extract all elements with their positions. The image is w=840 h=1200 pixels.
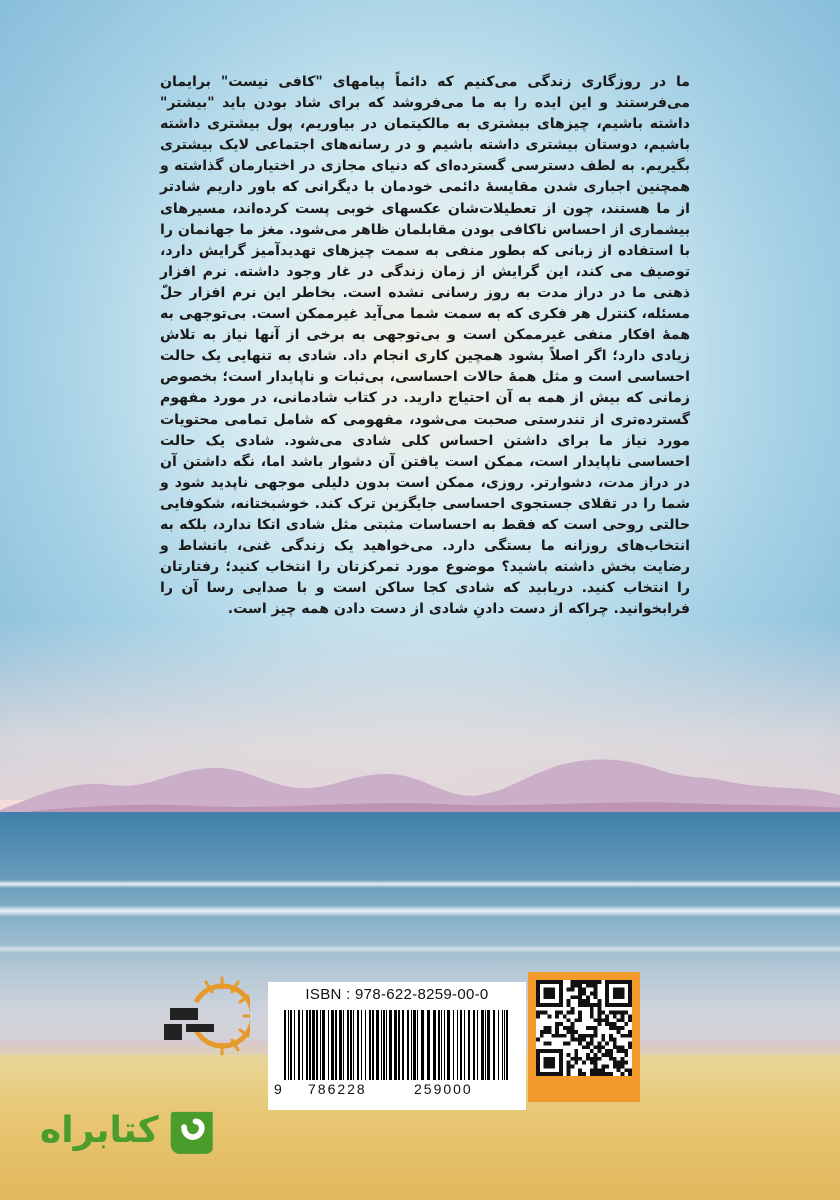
qr-module bbox=[574, 1038, 578, 1042]
qr-module bbox=[567, 1061, 571, 1065]
qr-module bbox=[601, 1064, 605, 1068]
qr-module bbox=[594, 1018, 598, 1022]
qr-module bbox=[624, 1068, 628, 1072]
qr-module bbox=[617, 1064, 621, 1068]
qr-module bbox=[548, 1026, 552, 1030]
qr-module bbox=[578, 1003, 582, 1007]
qr-module bbox=[590, 1015, 594, 1019]
barcode-bar bbox=[481, 1010, 484, 1080]
qr-module bbox=[628, 1041, 632, 1045]
qr-module bbox=[609, 1026, 613, 1030]
qr-module bbox=[586, 1003, 590, 1007]
qr-module bbox=[578, 1038, 582, 1042]
barcode-bar bbox=[493, 1010, 495, 1080]
qr-module bbox=[567, 999, 571, 1003]
qr-module bbox=[613, 1038, 617, 1042]
barcode-bar bbox=[447, 1010, 450, 1080]
qr-module bbox=[594, 984, 598, 988]
qr-module bbox=[590, 984, 594, 988]
qr-module bbox=[571, 988, 575, 992]
qr-module bbox=[590, 1061, 594, 1065]
qr-module bbox=[594, 1030, 598, 1034]
qr-module bbox=[574, 1049, 578, 1053]
qr-module bbox=[590, 1068, 594, 1072]
qr-module bbox=[578, 995, 582, 999]
qr-module bbox=[571, 1038, 575, 1042]
qr-module bbox=[605, 1022, 609, 1026]
qr-module bbox=[574, 980, 578, 984]
qr-module bbox=[544, 1026, 548, 1030]
qr-module bbox=[594, 1003, 598, 1007]
qr-module bbox=[578, 999, 582, 1003]
qr-module bbox=[613, 1061, 617, 1065]
qr-module bbox=[590, 1003, 594, 1007]
qr-module bbox=[620, 1045, 624, 1049]
qr-module bbox=[567, 1026, 571, 1030]
qr-module bbox=[578, 1034, 582, 1038]
barcode-bar bbox=[417, 1010, 418, 1080]
qr-module bbox=[571, 1034, 575, 1038]
barcode-bar bbox=[369, 1010, 371, 1080]
barcode-bar bbox=[335, 1010, 337, 1080]
qr-module bbox=[597, 1068, 601, 1072]
qr-module bbox=[594, 1026, 598, 1030]
qr-module bbox=[620, 1072, 624, 1076]
barcode-bar bbox=[468, 1010, 470, 1080]
barcode-bar bbox=[322, 1010, 325, 1080]
qr-module bbox=[590, 980, 594, 984]
barcode-bar bbox=[361, 1010, 362, 1080]
qr-module bbox=[613, 1057, 617, 1061]
qr-module bbox=[624, 1034, 628, 1038]
qr-module bbox=[601, 1045, 605, 1049]
qr-module bbox=[597, 1018, 601, 1022]
ketabrah-leaf-icon bbox=[165, 1101, 220, 1159]
qr-module bbox=[555, 1015, 559, 1019]
wave bbox=[0, 945, 840, 953]
barcode-bar bbox=[407, 1010, 409, 1080]
qr-module bbox=[582, 988, 586, 992]
barcode-bar bbox=[298, 1010, 300, 1080]
qr-module bbox=[609, 1038, 613, 1042]
qr-module bbox=[617, 1045, 621, 1049]
wave bbox=[0, 880, 840, 888]
qr-code-frame bbox=[528, 972, 640, 1102]
barcode bbox=[282, 1010, 512, 1080]
barcode-bar bbox=[427, 1010, 430, 1080]
qr-module bbox=[624, 1053, 628, 1057]
qr-module bbox=[597, 1011, 601, 1015]
barcode-bar bbox=[473, 1010, 475, 1080]
qr-module bbox=[609, 1022, 613, 1026]
qr-module bbox=[605, 1053, 609, 1057]
qr-module bbox=[617, 1030, 621, 1034]
qr-module bbox=[628, 1072, 632, 1076]
qr-module bbox=[567, 1011, 571, 1015]
barcode-bar bbox=[294, 1010, 295, 1080]
qr-module bbox=[601, 1068, 605, 1072]
qr-module bbox=[571, 1011, 575, 1015]
barcode-bar bbox=[353, 1010, 354, 1080]
qr-module bbox=[628, 1068, 632, 1072]
qr-module bbox=[582, 992, 586, 996]
qr-module bbox=[555, 1022, 559, 1026]
qr-module bbox=[605, 1018, 609, 1022]
qr-module bbox=[578, 1018, 582, 1022]
qr-module bbox=[586, 1057, 590, 1061]
qr-module bbox=[601, 1034, 605, 1038]
barcode-bar bbox=[464, 1010, 465, 1080]
qr-module bbox=[586, 1045, 590, 1049]
qr-module bbox=[597, 1003, 601, 1007]
qr-module bbox=[563, 1041, 567, 1045]
qr-module bbox=[578, 1068, 582, 1072]
qr-module bbox=[540, 1034, 544, 1038]
qr-module bbox=[578, 1057, 582, 1061]
qr-module bbox=[567, 1003, 571, 1007]
qr-module bbox=[555, 1030, 559, 1034]
qr-module bbox=[567, 1064, 571, 1068]
qr-module bbox=[594, 1057, 598, 1061]
barcode-bar bbox=[504, 1010, 505, 1080]
qr-module bbox=[578, 980, 582, 984]
qr-module bbox=[559, 1022, 563, 1026]
qr-module bbox=[609, 1053, 613, 1057]
qr-module bbox=[586, 1034, 590, 1038]
qr-module bbox=[551, 1034, 555, 1038]
qr-module bbox=[567, 1030, 571, 1034]
barcode-bar bbox=[331, 1010, 334, 1080]
qr-module bbox=[586, 1053, 590, 1057]
qr-module bbox=[544, 1041, 548, 1045]
qr-module bbox=[624, 1011, 628, 1015]
barcode-bar bbox=[460, 1010, 462, 1080]
qr-module bbox=[578, 1011, 582, 1015]
qr-module bbox=[559, 1011, 563, 1015]
qr-module bbox=[567, 1068, 571, 1072]
qr-module bbox=[578, 1041, 582, 1045]
qr-module bbox=[578, 1015, 582, 1019]
qr-module bbox=[574, 1030, 578, 1034]
barcode-bar bbox=[457, 1010, 458, 1080]
barcode-bar bbox=[506, 1010, 508, 1080]
qr-module bbox=[590, 992, 594, 996]
qr-module bbox=[586, 1041, 590, 1045]
qr-module bbox=[597, 1015, 601, 1019]
blurb-text: ما در روزگاری زندگی می‌کنیم که دائماً پیامهای "کافی نیست" برایمان می‌فرستند و این ایده را به ما می‌فروشد که برای شاد بودن باید "بیشتر" داشته باشیم، چیزهای بیشتری به مالکیتمان در بیاوریم، پول بیشتری داشته باشیم، دوستان بیشتری داشته باشیم و در رسانه‌های اجتماعی لایک بیشتری بگیریم. به لطف دسترسی گسترده‌ای که دنیای مجازی در اختیارمان گذاشته و همچنین اجباری شدن مقایسهٔ دائمی خودمان با دیگرانی که باور داریم شادتر از ما هستند، چون از تعطیلات‌شان عکسهای خوبی پست کرده‌اند، مسیرهای بیشماری از احساس ناکافی بودن مقابلمان ظاهر می‌شود. مغز ما جهانمان را با استفاده از زبانی که بطور منفی به سمت چیزهای تهدیدآمیز گرایش دارد، توصیف می کند، این گرایش از زمان زندگی در غار وجود داشته. نرم افزار ذهنی ما در دراز مدت به روز رسانی نشده است. بخاطر این نرم افزار حلّ مسئله، کنترل هر فکری که به سمت شما می‌آید غیرممکن است. بی‌توجهی به همهٔ افکار منفی غیرممکن است و بی‌توجهی به برخی از آنها نیاز به تلاش زیادی دارد؛ اگر اصلاً بشود همچین کاری انجام داد. شادی به تنهایی یک حالت احساسی است و مثل همهٔ حالات احساسی، بی‌ثبات و ناپایدار است؛ بخصوص زمانی که بیش از همه به آن احتیاج دارید. در کتاب شادمانی، در مورد مفهوم گسترده‌تری از تندرستی صحبت می‌شود، مفهومی که شامل تمامی محتویات مورد نیاز ما برای داشتن احساس کلی شادی می‌شود. شادی یک حالت احساسی ناپایدار است، ممکن است یافتن آن دشوار باشد اما، نگه داشتن آن در دراز مدت، دشوارتر. روزی، ممکن است بدون دلیلی موجهی ناپدید شود و شما را در تقلای جستجوی احساسی جایگزین ترک کند. خوشبختانه، شکوفایی حالتی روحی است که فقط به احساسات مثبتی مثل شادی اتکا ندارد، بلکه به انتخاب‌های روزانه ما بستگی دارد. می‌خواهید یک زندگی غنی، بانشاط و رضایت بخش داشته باشید؟ موضوع مورد تمرکزتان را انتخاب کنید؛ رفتارتان را انتخاب کنید. دریابید که شادی کجا ساکن است و با صدایی رسا آن را فرابخوانید. چراکه از دست دادنِ شادی از دست دادن همه چیز است. bbox=[160, 74, 690, 618]
barcode-bar bbox=[433, 1010, 436, 1080]
publisher-logo bbox=[160, 968, 250, 1118]
barcode-bar bbox=[302, 1010, 303, 1080]
qr-module bbox=[613, 1011, 617, 1015]
qr-module bbox=[574, 1053, 578, 1057]
qr-module bbox=[571, 984, 575, 988]
qr-module bbox=[597, 1041, 601, 1045]
qr-module bbox=[597, 1072, 601, 1076]
qr-module bbox=[620, 1026, 624, 1030]
qr-module bbox=[571, 1064, 575, 1068]
qr-module bbox=[620, 1061, 624, 1065]
qr-module bbox=[601, 1011, 605, 1015]
qr-module bbox=[617, 1049, 621, 1053]
barcode-bar bbox=[288, 1010, 289, 1080]
barcode-bar bbox=[350, 1010, 352, 1080]
qr-module bbox=[601, 1072, 605, 1076]
qr-module bbox=[555, 1034, 559, 1038]
qr-module bbox=[628, 1045, 632, 1049]
qr-module bbox=[559, 1034, 563, 1038]
barcode-bar bbox=[290, 1010, 292, 1080]
qr-module bbox=[594, 1072, 598, 1076]
qr-module bbox=[582, 1034, 586, 1038]
qr-module bbox=[609, 1057, 613, 1061]
barcode-bar bbox=[381, 1010, 382, 1080]
qr-module bbox=[536, 1011, 540, 1015]
barcode-bar bbox=[498, 1010, 499, 1080]
qr-module bbox=[571, 1007, 575, 1011]
qr-module bbox=[601, 1053, 605, 1057]
store-name: کتابراه bbox=[40, 1109, 159, 1151]
qr-module bbox=[628, 1018, 632, 1022]
barcode-bar bbox=[438, 1010, 440, 1080]
qr-module bbox=[590, 1026, 594, 1030]
qr-module bbox=[624, 1022, 628, 1026]
barcode-bar bbox=[383, 1010, 385, 1080]
qr-module bbox=[605, 1049, 609, 1053]
barcode-bar bbox=[343, 1010, 344, 1080]
qr-module bbox=[624, 1049, 628, 1053]
qr-module bbox=[613, 1064, 617, 1068]
barcode-bar bbox=[398, 1010, 400, 1080]
qr-module bbox=[563, 1034, 567, 1038]
qr-module bbox=[582, 980, 586, 984]
qr-module bbox=[590, 1072, 594, 1076]
qr-module bbox=[613, 1045, 617, 1049]
qr-module bbox=[594, 995, 598, 999]
barcode-bar bbox=[316, 1010, 318, 1080]
qr-module bbox=[597, 1022, 601, 1026]
barcode-bar bbox=[386, 1010, 387, 1080]
qr-module bbox=[590, 1049, 594, 1053]
isbn-label: ISBN : 978-622-8259-00-0 bbox=[305, 986, 489, 1003]
qr-module bbox=[613, 1026, 617, 1030]
qr-module bbox=[548, 1015, 552, 1019]
qr-module bbox=[613, 1015, 617, 1019]
barcode-bar bbox=[394, 1010, 397, 1080]
qr-module bbox=[594, 1064, 598, 1068]
barcode-bar bbox=[502, 1010, 503, 1080]
qr-finder-pattern bbox=[544, 988, 556, 1000]
qr-module bbox=[590, 1007, 594, 1011]
qr-module bbox=[613, 1041, 617, 1045]
qr-module bbox=[571, 995, 575, 999]
qr-module bbox=[571, 1030, 575, 1034]
qr-module bbox=[555, 1026, 559, 1030]
barcode-bar bbox=[328, 1010, 329, 1080]
qr-module bbox=[605, 1072, 609, 1076]
qr-module bbox=[582, 1045, 586, 1049]
qr-module bbox=[620, 1015, 624, 1019]
qr-module bbox=[578, 988, 582, 992]
qr-module bbox=[597, 980, 601, 984]
barcode-bar bbox=[411, 1010, 412, 1080]
barcode-bar bbox=[339, 1010, 342, 1080]
qr-module bbox=[628, 1034, 632, 1038]
qr-module bbox=[574, 1018, 578, 1022]
qr-module bbox=[586, 995, 590, 999]
qr-module bbox=[601, 1018, 605, 1022]
barcode-bar bbox=[477, 1010, 478, 1080]
qr-module bbox=[578, 984, 582, 988]
barcode-bar bbox=[284, 1010, 286, 1080]
qr-module bbox=[594, 980, 598, 984]
qr-module bbox=[586, 999, 590, 1003]
qr-module bbox=[582, 1003, 586, 1007]
qr-module bbox=[594, 1034, 598, 1038]
qr-module bbox=[590, 1038, 594, 1042]
qr-module bbox=[609, 1049, 613, 1053]
qr-module bbox=[540, 1011, 544, 1015]
barcode-bar bbox=[306, 1010, 308, 1080]
qr-module bbox=[620, 1057, 624, 1061]
qr-module bbox=[536, 1038, 540, 1042]
qr-module bbox=[628, 1030, 632, 1034]
qr-module bbox=[620, 1034, 624, 1038]
qr-module bbox=[617, 1018, 621, 1022]
qr-finder-pattern bbox=[544, 1057, 556, 1069]
qr-module bbox=[590, 1057, 594, 1061]
barcode-bar bbox=[320, 1010, 321, 1080]
barcode-bar bbox=[309, 1010, 311, 1080]
qr-module bbox=[586, 984, 590, 988]
back-cover-blurb bbox=[160, 72, 690, 802]
qr-finder-pattern bbox=[613, 988, 625, 1000]
qr-module bbox=[582, 1072, 586, 1076]
barcode-bar bbox=[372, 1010, 374, 1080]
qr-module bbox=[574, 984, 578, 988]
qr-module bbox=[540, 1030, 544, 1034]
qr-module bbox=[609, 1034, 613, 1038]
barcode-bar bbox=[365, 1010, 366, 1080]
qr-module bbox=[613, 1022, 617, 1026]
barcode-bar bbox=[312, 1010, 315, 1080]
qr-module bbox=[605, 1015, 609, 1019]
qr-module bbox=[601, 1038, 605, 1042]
barcode-bar bbox=[389, 1010, 392, 1080]
qr-module bbox=[597, 1049, 601, 1053]
qr-module bbox=[594, 988, 598, 992]
qr-module bbox=[567, 1053, 571, 1057]
qr-module bbox=[605, 1041, 609, 1045]
barcode-bar bbox=[357, 1010, 359, 1080]
qr-module bbox=[567, 1041, 571, 1045]
barcode-bar bbox=[347, 1010, 349, 1080]
qr-module bbox=[571, 1022, 575, 1026]
qr-module bbox=[617, 1026, 621, 1030]
qr-module bbox=[597, 1007, 601, 1011]
qr-module bbox=[582, 1038, 586, 1042]
wave bbox=[0, 905, 840, 917]
qr-module bbox=[617, 1068, 621, 1072]
qr-module bbox=[594, 1045, 598, 1049]
qr-module bbox=[609, 1011, 613, 1015]
qr-module bbox=[578, 992, 582, 996]
barcode-bar bbox=[441, 1010, 442, 1080]
barcode-digits-group2: 259000 bbox=[414, 1081, 473, 1097]
qr-module bbox=[586, 1026, 590, 1030]
barcode-bar bbox=[376, 1010, 379, 1080]
qr-module bbox=[617, 1011, 621, 1015]
qr-module bbox=[563, 1026, 567, 1030]
qr-module bbox=[624, 1061, 628, 1065]
qr-module bbox=[582, 999, 586, 1003]
barcode-bar bbox=[453, 1010, 454, 1080]
qr-module bbox=[590, 1011, 594, 1015]
barcode-bar bbox=[402, 1010, 404, 1080]
qr-module bbox=[548, 1041, 552, 1045]
qr-module bbox=[594, 992, 598, 996]
qr-module bbox=[628, 1015, 632, 1019]
qr-module bbox=[594, 1068, 598, 1072]
qr-module bbox=[567, 1018, 571, 1022]
qr-module bbox=[620, 1049, 624, 1053]
qr-module bbox=[605, 1064, 609, 1068]
qr-module bbox=[536, 1015, 540, 1019]
barcode-bar bbox=[421, 1010, 424, 1080]
qr-module bbox=[548, 1030, 552, 1034]
barcode-bar bbox=[487, 1010, 490, 1080]
qr-module bbox=[574, 995, 578, 999]
qr-module bbox=[544, 1011, 548, 1015]
qr-module bbox=[571, 1057, 575, 1061]
ketabrah-logo bbox=[40, 1098, 220, 1162]
qr-module bbox=[617, 1061, 621, 1065]
qr-code bbox=[536, 980, 632, 1076]
qr-module bbox=[586, 980, 590, 984]
qr-module bbox=[567, 1072, 571, 1076]
qr-module bbox=[563, 1015, 567, 1019]
barcode-digit-lead: 9 bbox=[274, 1081, 282, 1097]
qr-module bbox=[597, 999, 601, 1003]
qr-module bbox=[544, 1030, 548, 1034]
qr-module bbox=[571, 1026, 575, 1030]
qr-module bbox=[597, 1057, 601, 1061]
qr-module bbox=[609, 1072, 613, 1076]
qr-module bbox=[594, 1053, 598, 1057]
qr-module bbox=[582, 1061, 586, 1065]
qr-module bbox=[594, 1061, 598, 1065]
barcode-bar bbox=[485, 1010, 486, 1080]
barcode-digits-group1: 786228 bbox=[308, 1081, 367, 1097]
qr-module bbox=[567, 988, 571, 992]
qr-module bbox=[590, 1041, 594, 1045]
qr-module bbox=[578, 1072, 582, 1076]
qr-module bbox=[597, 1045, 601, 1049]
qr-module bbox=[555, 1011, 559, 1015]
qr-module bbox=[620, 1064, 624, 1068]
barcode-bar bbox=[413, 1010, 416, 1080]
qr-module bbox=[571, 980, 575, 984]
qr-module bbox=[590, 1034, 594, 1038]
barcode-bar bbox=[444, 1010, 445, 1080]
qr-module bbox=[620, 1018, 624, 1022]
qr-module bbox=[574, 1057, 578, 1061]
qr-module bbox=[620, 1011, 624, 1015]
qr-module bbox=[574, 1061, 578, 1065]
isbn-barcode-box bbox=[268, 982, 526, 1110]
